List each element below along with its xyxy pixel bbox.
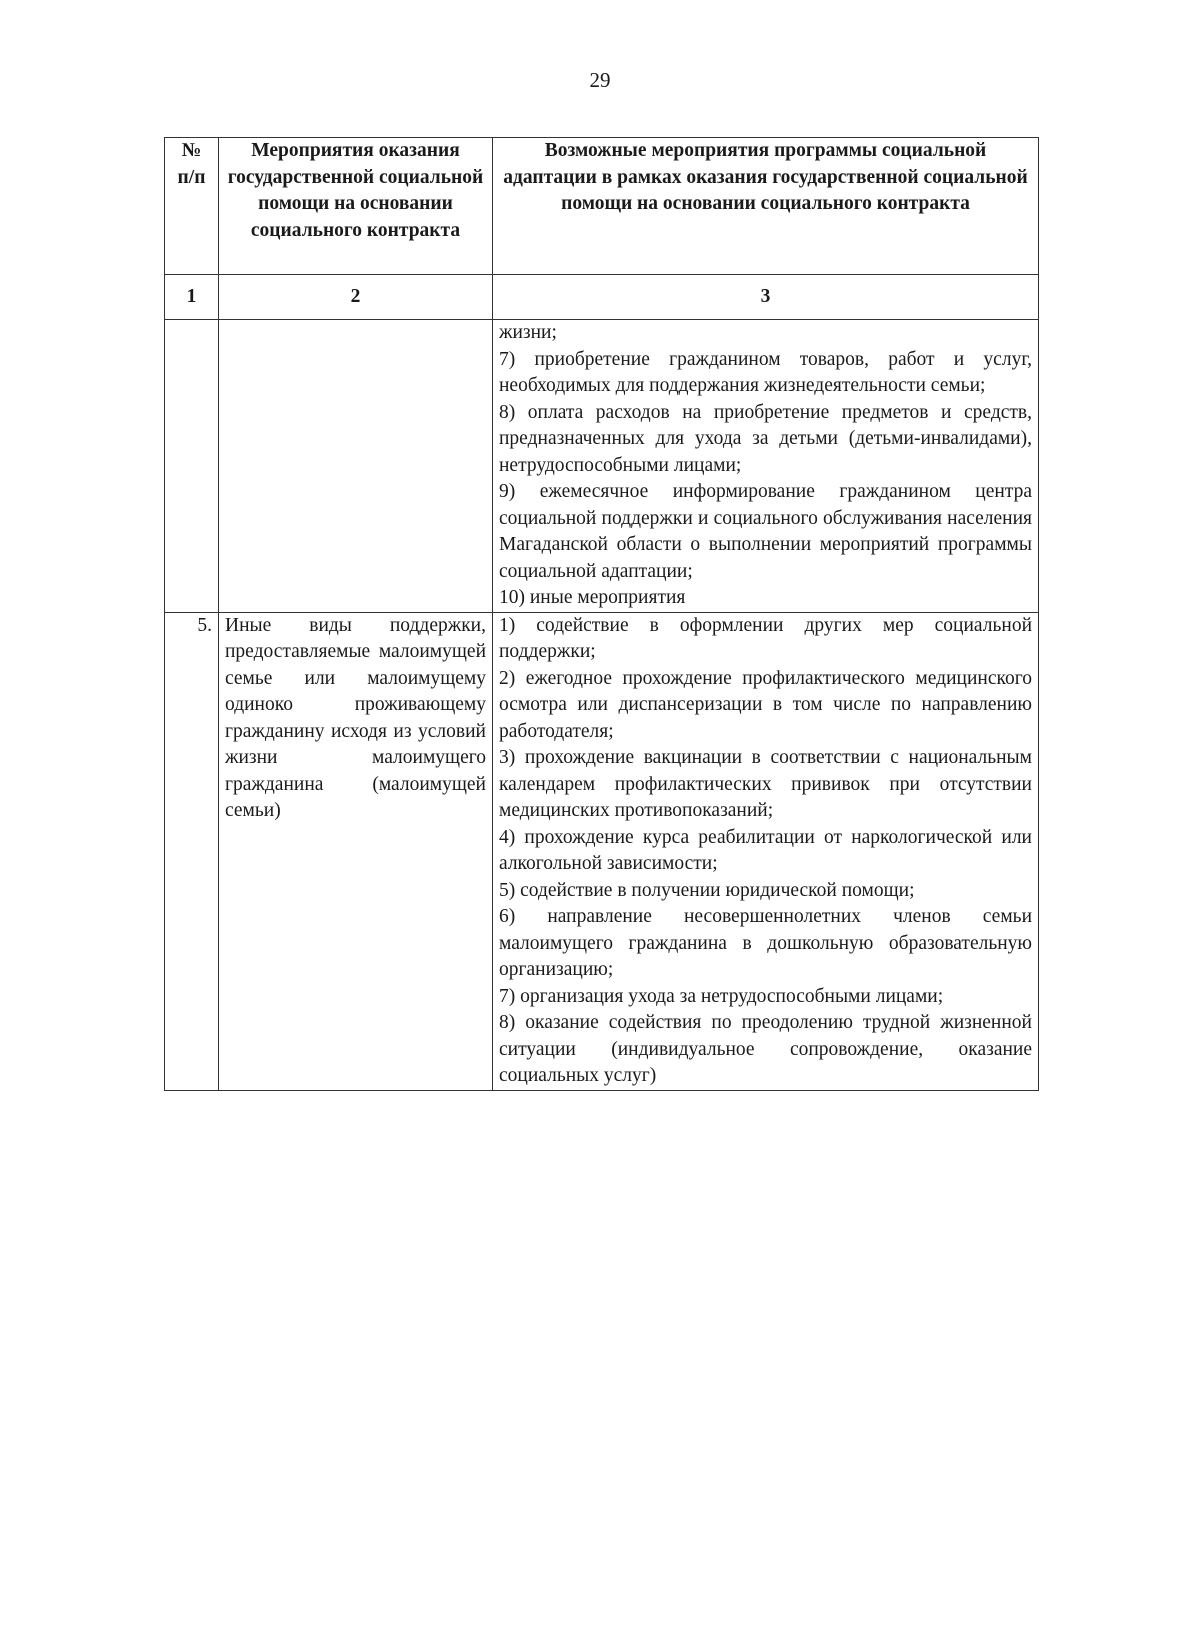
list-item: 9) ежемесячное информирование гражданином центра социальной поддержки и социального обслуживания населения Магаданской области о выполнении мероприятий программы социальной адаптации; bbox=[499, 481, 1032, 582]
row-number: 5. bbox=[165, 612, 219, 1090]
table-row bbox=[165, 320, 1039, 613]
continuation-number-cell bbox=[165, 320, 219, 613]
list-item: 5) содействие в получении юридической помощи; bbox=[499, 879, 915, 901]
row-items-cell bbox=[493, 612, 1039, 1090]
continuation-title-cell bbox=[219, 320, 493, 613]
list-item: 7) организация ухода за нетрудоспособными лицами; bbox=[499, 985, 944, 1007]
list-item: 8) оказание содействия по преодолению трудной жизненной ситуации (индивидуальное сопровождение, оказание социальных услуг) bbox=[499, 1012, 1032, 1086]
list-item: 3) прохождение вакцинации в соответствии с национальным календарем профилактических прививок при отсутствии медицинских противопоказаний; bbox=[499, 747, 1032, 821]
column-number-row bbox=[165, 275, 1039, 320]
header-number: № п/п bbox=[165, 138, 219, 275]
list-item: 7) приобретение гражданином товаров, работ и услуг, необходимых для поддержания жизнедеятельности семьи; bbox=[499, 348, 1032, 396]
header-possible-measures: Возможные мероприятия программы социальной адаптации в рамках оказания государственной социальной помощи на основании социального контракта bbox=[493, 138, 1039, 275]
column-number-3: 3 bbox=[493, 275, 1039, 320]
column-number-2: 2 bbox=[219, 275, 493, 320]
header-measures: Мероприятия оказания государственной социальной помощи на основании социального контракта bbox=[219, 138, 493, 275]
list-item: 10) иные мероприятия bbox=[499, 587, 686, 608]
continuation-items-cell bbox=[493, 320, 1039, 613]
column-number-1: 1 bbox=[165, 275, 219, 320]
list-item: 8) оплата расходов на приобретение предметов и средств, предназначенных для ухода за детьми (детьми-инвалидами), нетрудоспособными лицами; bbox=[499, 401, 1032, 476]
list-item: 4) прохождение курса реабилитации от наркологической или алкогольной зависимости; bbox=[499, 826, 1032, 874]
table-header-row bbox=[165, 138, 1039, 275]
row-title: Иные виды поддержки, предоставляемые малоимущей семье или малоимущему одиноко проживающему гражданину исходя из условий жизни малоимущего гражданина (малоимущей семьи) bbox=[219, 612, 493, 1090]
table-row bbox=[165, 612, 1039, 1090]
list-item: жизни; bbox=[499, 322, 557, 343]
list-item: 1) содействие в оформлении других мер социальной поддержки; bbox=[499, 614, 1032, 662]
page-number: 29 bbox=[589, 68, 611, 92]
list-item: 2) ежегодное прохождение профилактического медицинского осмотра или диспансеризации в том числе по направлению работодателя; bbox=[499, 667, 1032, 742]
list-item: 6) направление несовершеннолетних членов семьи малоимущего гражданина в дошкольную образовательную организацию; bbox=[499, 906, 1032, 980]
social-contract-table bbox=[164, 137, 1039, 1091]
